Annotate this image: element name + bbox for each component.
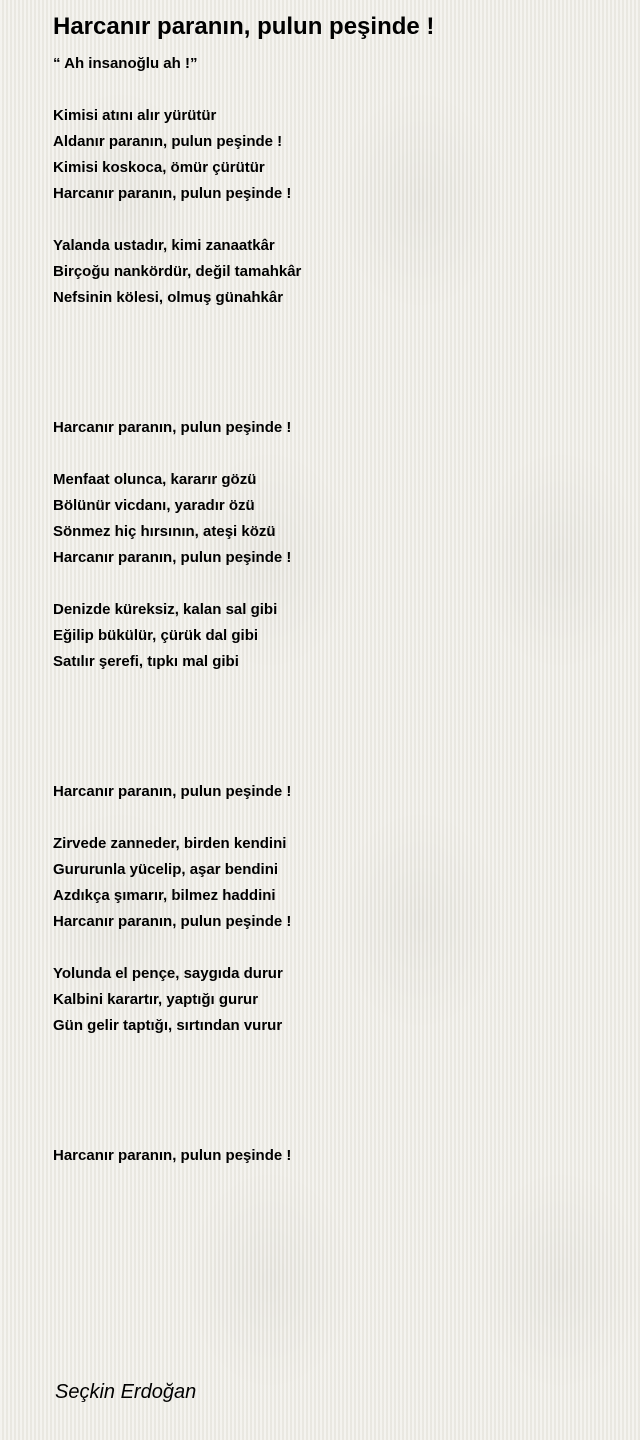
- poem-line: Yolunda el pençe, saygıda durur: [53, 965, 283, 982]
- poem-line: Satılır şerefi, tıpkı mal gibi: [53, 653, 239, 670]
- stanza-gap: [53, 935, 613, 961]
- poem-line: Harcanır paranın, pulun peşinde !: [53, 419, 292, 436]
- stanza-gap: [53, 805, 613, 831]
- poem-line: Gün gelir taptığı, sırtından vurur: [53, 1017, 283, 1034]
- poem-line: Harcanır paranın, pulun peşinde !: [53, 913, 292, 930]
- stanza-2: [53, 233, 613, 311]
- stanza-4: [53, 597, 613, 675]
- poem-line: Denizde küreksiz, kalan sal gibi: [53, 601, 278, 618]
- poem-body: [53, 103, 613, 1169]
- poem-line: Menfaat olunca, kararır gözü: [53, 471, 257, 488]
- poem-line: Aldanır paranın, pulun peşinde !: [53, 133, 283, 150]
- stanza-gap: [53, 675, 613, 779]
- author-signature: Seçkin Erdoğan: [55, 1381, 197, 1403]
- poem-line: Harcanır paranın, pulun peşinde !: [53, 1147, 292, 1164]
- poem-line: Kalbini karartır, yaptığı gurur: [53, 991, 259, 1008]
- poem-line: Harcanır paranın, pulun peşinde !: [53, 185, 292, 202]
- poem-line: Kimisi koskoca, ömür çürütür: [53, 159, 265, 176]
- poem-line: Kimisi atını alır yürütür: [53, 107, 217, 124]
- poem-line: Harcanır paranın, pulun peşinde !: [53, 549, 292, 566]
- stanza-6: [53, 961, 613, 1039]
- stanza-gap: [53, 1039, 613, 1143]
- poem-line: Azdıkça şımarır, bilmez haddini: [53, 887, 276, 904]
- refrain-1: [53, 415, 613, 441]
- stanza-gap: [53, 441, 613, 467]
- refrain-2: [53, 779, 613, 805]
- poem-line: Harcanır paranın, pulun peşinde !: [53, 783, 292, 800]
- stanza-3: [53, 467, 613, 571]
- stanza-1: [53, 103, 613, 207]
- poem-line: Zirvede zanneder, birden kendini: [53, 835, 287, 852]
- poem-line: Yalanda ustadır, kimi zanaatkâr: [53, 237, 275, 254]
- poem-line: Bölünür vicdanı, yaradır özü: [53, 497, 255, 514]
- poem-subtitle: “ Ah insanoğlu ah !”: [53, 55, 198, 72]
- refrain-3: [53, 1143, 613, 1169]
- poem-line: Gururunla yücelip, aşar bendini: [53, 861, 279, 878]
- poem-title: Harcanır paranın, pulun peşinde !: [53, 13, 435, 40]
- stanza-gap: [53, 311, 613, 415]
- stanza-gap: [53, 207, 613, 233]
- poem-line: Sönmez hiç hırsının, ateşi közü: [53, 523, 276, 540]
- stanza-5: [53, 831, 613, 935]
- poem-line: Birçoğu nankördür, değil tamahkâr: [53, 263, 302, 280]
- poem-line: Nefsinin kölesi, olmuş günahkâr: [53, 289, 284, 306]
- poem-line: Eğilip bükülür, çürük dal gibi: [53, 627, 259, 644]
- stanza-gap: [53, 571, 613, 597]
